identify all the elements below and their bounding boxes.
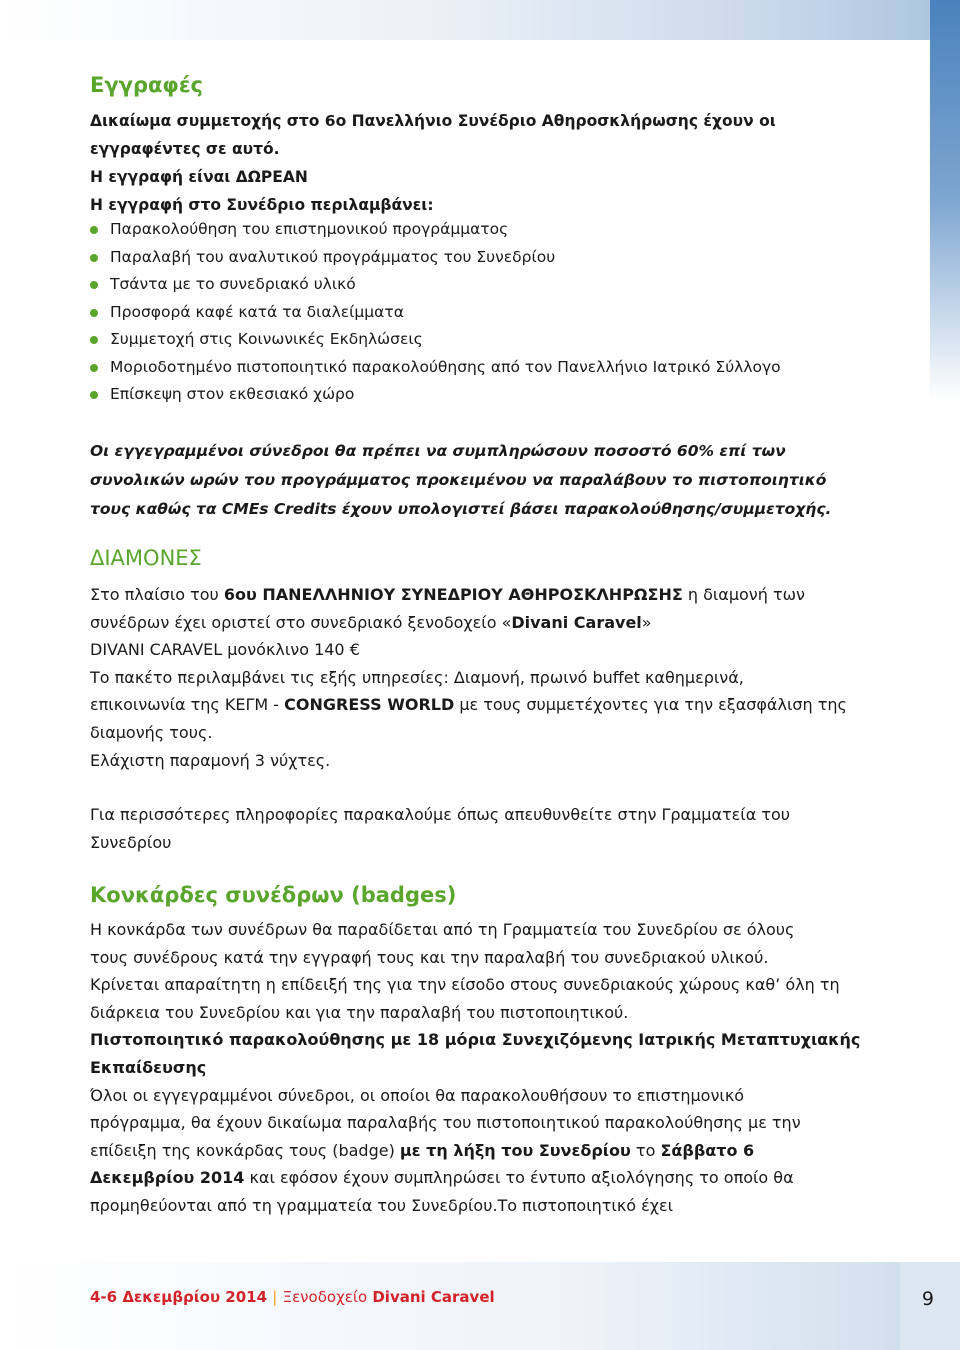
bullet-icon — [90, 281, 98, 289]
more-info — [90, 801, 880, 856]
bullet-icon — [90, 254, 98, 262]
footer-hotel-word: Ξενοδοχείο — [282, 1288, 368, 1306]
stays-body — [90, 581, 880, 774]
right-decorative-bar — [930, 0, 960, 400]
stays-line-5: επικοινωνία της ΚΕΓΜ - CONGRESS WORLD με τους συμμετέχοντες για την εξασφάλιση της — [90, 695, 847, 715]
minimum-stay: Ελάχιστη παραμονή 3 νύχτες. — [90, 750, 331, 770]
list-item: Παραλαβή του αναλυτικού προγράμματος του Συνεδρίου — [90, 244, 880, 272]
includes-line: Η εγγραφή στο Συνέδριο περιλαμβάνει: — [90, 196, 434, 214]
registrations-heading: Εγγραφές — [90, 73, 203, 97]
room-price: DIVANI CARAVEL μονόκλινο 140 € — [90, 640, 360, 660]
registrations-section — [90, 70, 880, 100]
stays-line-4: Το πακέτο περιλαμβάνει τις εξής υπηρεσίες: Διαμονή, πρωινό buffet καθημερινά, — [90, 667, 744, 687]
footer-band — [0, 1262, 960, 1350]
badges-line-1: Η κονκάρδα των συνέδρων θα παραδίδεται από τη Γραμματεία του Συνεδρίου σε όλους — [90, 920, 795, 939]
badges-line-3: Κρίνεται απαραίτητη η επίδειξή της για την είσοδο στους συνεδριακούς χώρους καθ’ όλη τη — [90, 975, 840, 995]
stays-section — [90, 543, 880, 573]
certificate-heading-line-1: Πιστοποιητικό παρακολούθησης με 18 μόρια Συνεχιζόμενης Ιατρικής Μεταπτυχιακής — [90, 1030, 861, 1050]
note-line-2: συνολικών ωρών του προγράμματος προκειμένου να παραλάβουν το πιστοποιητικό — [90, 471, 827, 489]
footer-separator: | — [272, 1288, 278, 1306]
info-line-2: Συνεδρίου — [90, 832, 172, 852]
bullet-icon — [90, 391, 98, 399]
badges-line-10: Δεκεμβρίου 2014 και εφόσον έχουν συμπληρώσει το έντυπο αξιολόγησης το οποίο θα — [90, 1168, 794, 1188]
badges-line-11: προμηθεύονται από τη γραμματεία του Συνεδρίου.Το πιστοποιητικό έχει — [90, 1195, 674, 1215]
intro-line-2: εγγραφέντες σε αυτό. — [90, 140, 280, 158]
badges-heading: Κονκάρδες συνέδρων (badges) — [90, 883, 457, 907]
info-line-1: Για περισσότερες πληροφορίες παρακαλούμε όπως απευθυνθείτε στην Γραμματεία του — [90, 805, 791, 824]
bullet-icon — [90, 309, 98, 317]
list-item: Τσάντα με το συνεδριακό υλικό — [90, 271, 880, 299]
footer-event-info — [90, 1288, 495, 1306]
bullet-icon — [90, 364, 98, 372]
registration-includes-list — [90, 216, 880, 409]
footer-dates: 4-6 Δεκεμβρίου 2014 — [90, 1288, 268, 1306]
badges-section — [90, 880, 880, 910]
bullet-icon — [90, 226, 98, 234]
badges-line-9: επίδειξη της κονκάρδας τους (badge) με τη λήξη του Συνεδρίου το Σάββατο 6 — [90, 1140, 755, 1160]
footer-hotel-name: Divani Caravel — [372, 1288, 495, 1306]
list-item: Επίσκεψη στον εκθεσιακό χώρο — [90, 381, 880, 409]
stays-line-1: Στο πλαίσιο του 6ου ΠΑΝΕΛΛΗΝΙΟΥ ΣΥΝΕΔΡΙΟΥ ΑΘΗΡΟΣΚΛΗΡΩΣΗΣ η διαμονή των — [90, 585, 805, 604]
top-decorative-gradient — [0, 0, 960, 40]
free-registration-line: Η εγγραφή είναι ΔΩΡΕΑΝ — [90, 168, 308, 186]
badges-line-4: διάρκεια του Συνεδρίου και για την παραλαβή του πιστοποιητικού. — [90, 1002, 629, 1022]
note-line-3: τους καθώς τα CMEs Credits έχουν υπολογιστεί βάσει παρακολούθησης/συμμετοχής. — [90, 500, 832, 518]
intro-line-1: Δικαίωμα συμμετοχής στο 6ο Πανελλήνιο Συνέδριο Αθηροσκλήρωσης έχουν οι — [90, 112, 776, 130]
certificate-heading-line-2: Εκπαίδευσης — [90, 1057, 207, 1077]
page-number: 9 — [921, 1288, 934, 1310]
list-item: Παρακολούθηση του επιστημονικού προγράμματος — [90, 216, 880, 244]
note-line-1: Οι εγγεγραμμένοι σύνεδροι θα πρέπει να συμπληρώσουν ποσοστό 60% επί των — [90, 442, 786, 460]
stays-line-6: διαμονής τους. — [90, 722, 213, 742]
registrations-intro — [90, 107, 880, 219]
attendance-note — [90, 437, 880, 524]
list-item: Συμμετοχή στις Κοινωνικές Εκδηλώσεις — [90, 326, 880, 354]
badges-body — [90, 916, 880, 1220]
list-item: Προσφορά καφέ κατά τα διαλείμματα — [90, 299, 880, 327]
badges-line-8: πρόγραμμα, θα έχουν δικαίωμα παραλαβής του πιστοποιητικού παρακολούθησης με την — [90, 1113, 801, 1133]
stays-heading: ΔΙΑΜΟΝΕΣ — [90, 546, 202, 570]
bullet-icon — [90, 336, 98, 344]
badges-line-2: τους συνέδρους κατά την εγγραφή τους και την παραλαβή του συνεδριακού υλικού. — [90, 947, 769, 967]
list-item: Μοριοδοτημένο πιστοποιητικό παρακολούθησης από τον Πανελλήνιο Ιατρικό Σύλλογο — [90, 354, 880, 382]
stays-line-2: συνέδρων έχει οριστεί στο συνεδριακό ξενοδοχείο «Divani Caravel» — [90, 612, 652, 632]
badges-line-7: Όλοι οι εγγεγραμμένοι σύνεδροι, οι οποίοι θα παρακολουθήσουν το επιστημονικό — [90, 1085, 745, 1105]
